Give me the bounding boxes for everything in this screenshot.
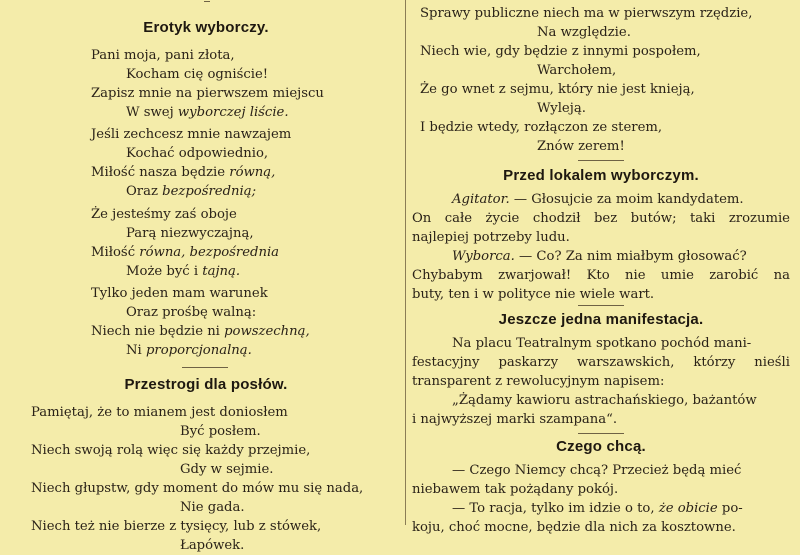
poem-line: Miłość nasza będzie równą, xyxy=(91,165,276,180)
prose-line: buty, ten i w polityce nie wiele wart. xyxy=(412,287,655,302)
poem-line: Niech też nie bierze z tysięcy, lub z stówek, xyxy=(31,519,322,534)
dialog-line: — To racja, tylko im idzie o to, że obicie po- xyxy=(452,501,743,516)
poem-line: Ni proporcjonalną. xyxy=(126,343,252,358)
prose-line: koju, choć mocne, będzie dla nich za kosztowne. xyxy=(412,520,736,535)
poem-line: Gdy w sejmie. xyxy=(180,462,274,477)
prose-line: On całe życie chodził bez butów; taki zrozumie xyxy=(412,211,790,226)
poem-line: Znów zerem! xyxy=(537,139,625,154)
poem-line: Nie gada. xyxy=(180,500,245,515)
dialog-line: — Czego Niemcy chcą? Przecież będą mieć xyxy=(452,463,742,478)
poem-line: Kocham cię ogniście! xyxy=(126,67,269,82)
poem-line: Zapisz mnie na pierwszem miejscu xyxy=(91,86,324,101)
prose-line: „Żądamy kawioru astrachańskiego, bażantów xyxy=(452,393,757,408)
poem-line: Sprawy publiczne niech ma w pierwszym rzędzie, xyxy=(420,6,753,21)
poem-line: Warchołem, xyxy=(537,63,617,78)
poem-line: Miłość równa, bezpośrednia xyxy=(91,245,280,260)
prose-line: najlepiej potrzeby ludu. xyxy=(412,230,570,245)
poem-line: Kochać odpowiednio, xyxy=(126,146,269,161)
poem-line: Niech wie, gdy będzie z innymi pospołem, xyxy=(420,44,701,59)
poem-line: Pani moja, pani złota, xyxy=(91,48,235,63)
prose-line: i najwyższej marki szampana“. xyxy=(412,412,618,427)
prose-line: festacyjny paskarzy warszawskich, którzy nieśli xyxy=(412,355,790,370)
heading-erotyk: Erotyk wyborczy. xyxy=(143,19,269,36)
poem-line: Że jesteśmy zaś oboje xyxy=(91,207,237,222)
poem-line: Niech głupstw, gdy moment do mów mu się nada, xyxy=(31,481,364,496)
section-rule xyxy=(578,305,624,306)
prose-line: Chybabym zwarjował! Kto nie umie zarobić na xyxy=(412,268,790,283)
poem-line: W swej wyborczej liście. xyxy=(126,105,289,120)
poem-line: Parą niezwyczajną, xyxy=(126,226,254,241)
poem-line: Tylko jeden mam warunek xyxy=(91,286,268,301)
column-divider xyxy=(405,0,406,525)
poem-line: Pamiętaj, że to mianem jest doniosłem xyxy=(31,405,288,420)
poem-line: I będzie wtedy, rozłączon ze sterem, xyxy=(420,120,663,135)
poem-line: Na względzie. xyxy=(537,25,631,40)
poem-line: Że go wnet z sejmu, który nie jest knieją, xyxy=(420,82,695,97)
poem-line: Wyleją. xyxy=(537,101,586,116)
heading-lokal: Przed lokalem wyborczym. xyxy=(503,167,699,184)
prose-line: niebawem tak pożądany pokój. xyxy=(412,482,619,497)
poem-line: Niech swoją rolą więc się każdy przejmie, xyxy=(31,443,311,458)
section-rule xyxy=(578,160,624,161)
poem-line: Może być i tajną. xyxy=(126,264,241,279)
dialog-line: Agitator. — Głosujcie za moim kandydatem. xyxy=(452,192,744,207)
prose-line: transparent z rewolucyjnym napisem: xyxy=(412,374,665,389)
dialog-line: Wyborca. — Co? Za nim miałbym głosować? xyxy=(452,249,747,264)
poem-line: Niech nie będzie ni powszechną, xyxy=(91,324,310,339)
poem-line: Oraz bezpośrednią; xyxy=(126,184,257,199)
poem-line: Być posłem. xyxy=(180,424,261,439)
poem-line: Oraz prośbę walną: xyxy=(126,305,257,320)
heading-manif: Jeszcze jedna manifestacja. xyxy=(498,311,704,328)
poem-line: Łapówek. xyxy=(180,538,245,553)
poem-line: Jeśli zechcesz mnie nawzajem xyxy=(91,127,292,142)
top-rule xyxy=(204,1,210,2)
heading-przestrogi: Przestrogi dla posłów. xyxy=(124,376,288,393)
heading-czego: Czego chcą. xyxy=(556,438,646,455)
section-rule xyxy=(578,433,624,434)
prose-line: Na placu Teatralnym spotkano pochód mani- xyxy=(452,336,752,351)
section-rule xyxy=(182,367,228,368)
